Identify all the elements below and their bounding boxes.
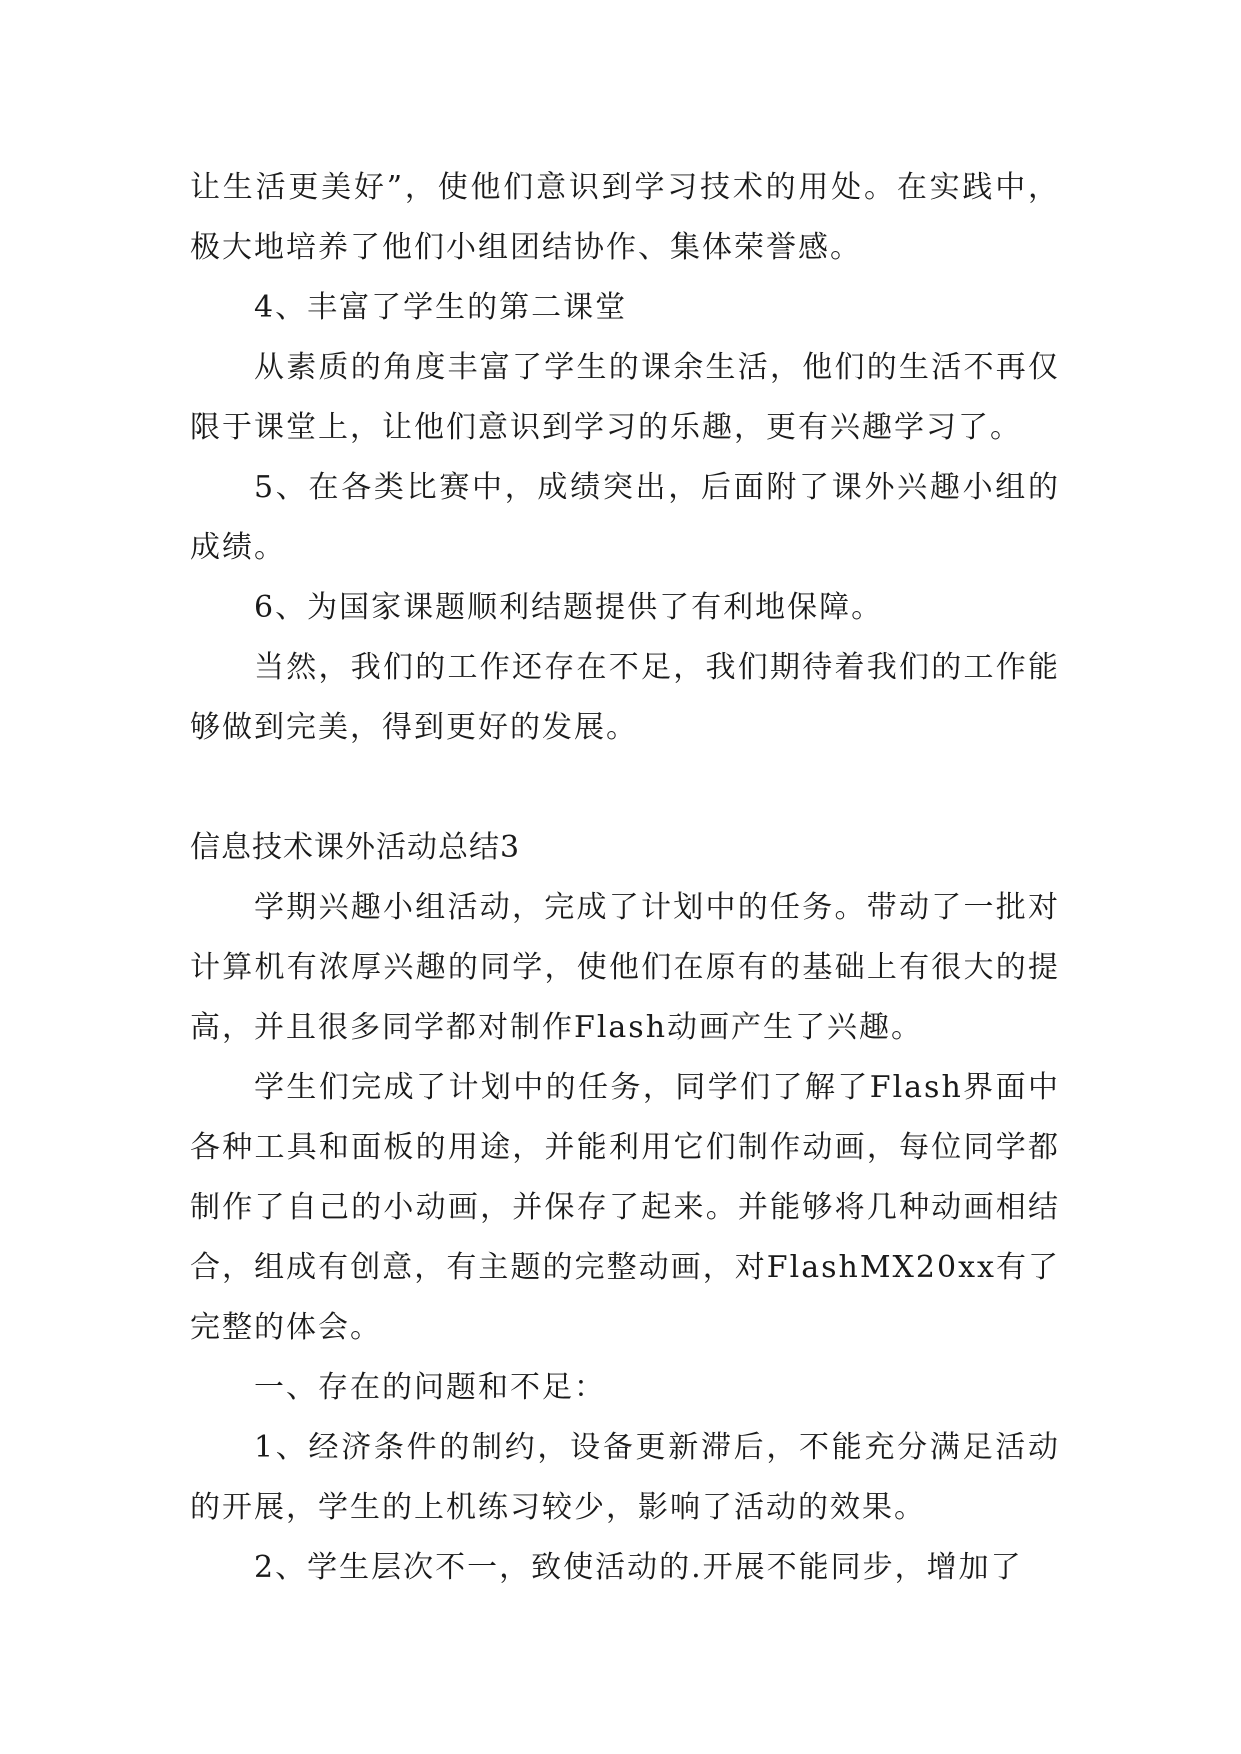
paragraphs-before <box>190 158 1060 758</box>
paragraph: 学生们完成了计划中的任务，同学们了解了Flash界面中各种工具和面板的用途，并能利用它们制作动画，每位同学都制作了自己的小动画，并保存了起来。并能够将几种动画相结合，组成有创意，有主题的完整动画，对FlashMX20xx有了完整的体会。 <box>190 1070 1060 1345</box>
paragraphs-after <box>190 878 1060 1598</box>
paragraph: 2、学生层次不一，致使活动的.开展不能同步，增加了 <box>254 1550 1023 1585</box>
paragraph: 5、在各类比赛中，成绩突出，后面附了课外兴趣小组的成绩。 <box>190 470 1060 565</box>
paragraph: 当然，我们的工作还存在不足，我们期待着我们的工作能够做到完美，得到更好的发展。 <box>190 650 1060 745</box>
paragraph: 一、存在的问题和不足： <box>254 1370 606 1405</box>
section-title: 信息技术课外活动总结3 <box>190 830 521 865</box>
paragraph: 6、为国家课题顺利结题提供了有利地保障。 <box>254 590 884 625</box>
paragraph: 学期兴趣小组活动，完成了计划中的任务。带动了一批对计算机有浓厚兴趣的同学，使他们在原有的基础上有很大的提高，并且很多同学都对制作Flash动画产生了兴趣。 <box>190 890 1060 1045</box>
paragraph: 从素质的角度丰富了学生的课余生活，他们的生活不再仅限于课堂上，让他们意识到学习的乐趣，更有兴趣学习了。 <box>190 350 1060 445</box>
paragraph: 让生活更美好”，使他们意识到学习技术的用处。在实践中，极大地培养了他们小组团结协作、集体荣誉感。 <box>190 170 1060 265</box>
document-body <box>190 158 1060 1598</box>
paragraph: 4、丰富了学生的第二课堂 <box>254 290 628 325</box>
paragraph: 1、经济条件的制约，设备更新滞后，不能充分满足活动的开展，学生的上机练习较少，影响了活动的效果。 <box>190 1430 1060 1525</box>
